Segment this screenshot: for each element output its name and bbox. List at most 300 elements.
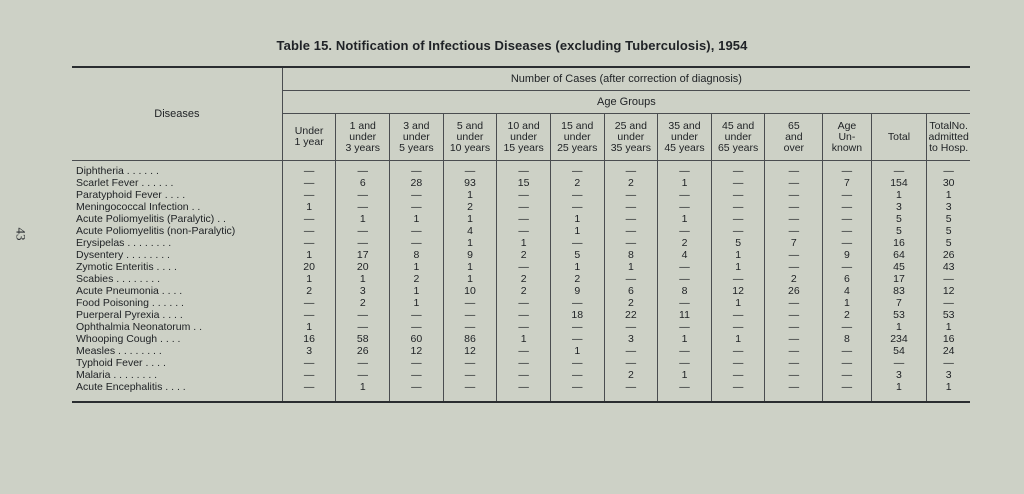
table-row xyxy=(72,213,970,225)
table-cell: — xyxy=(765,333,823,345)
table-cell: 1 xyxy=(550,213,604,225)
table-cell: 1 xyxy=(497,333,551,345)
table-cell: — xyxy=(871,165,927,177)
table-cell: — xyxy=(765,261,823,273)
disease-name: Whooping Cough . . . . xyxy=(72,333,282,345)
table-cell: — xyxy=(336,321,390,333)
column-header-line: 3 years xyxy=(345,141,380,154)
table-cell: — xyxy=(390,225,444,237)
table-cell: 2 xyxy=(658,237,712,249)
table-cell: 1 xyxy=(823,297,871,309)
table-cell: 3 xyxy=(282,345,336,357)
column-header-line: Age xyxy=(837,119,857,132)
column-header-line: Under xyxy=(294,125,324,137)
column-header-line: under xyxy=(671,130,698,143)
table-cell: 1 xyxy=(443,189,497,201)
disease-name: Diphtheria . . . . . . xyxy=(72,165,282,177)
column-header-line: 35 years xyxy=(610,141,651,154)
table-cell: 1 xyxy=(443,213,497,225)
table-cell: 1 xyxy=(711,297,765,309)
table-cell: 10 xyxy=(443,285,497,297)
table-cell: 1 xyxy=(550,225,604,237)
disease-name: Acute Pneumonia . . . . xyxy=(72,285,282,297)
table-row xyxy=(72,225,970,237)
table-row xyxy=(72,333,970,345)
table-cell: 1 xyxy=(871,321,927,333)
table-cell: 83 xyxy=(871,285,927,297)
table-cell: 154 xyxy=(871,177,927,189)
table-cell: 1 xyxy=(390,285,444,297)
table-row xyxy=(72,177,970,189)
table-cell: — xyxy=(711,345,765,357)
table-cell: 2 xyxy=(604,297,658,309)
table-cell: 5 xyxy=(945,213,952,225)
disease-name: Typhoid Fever . . . . xyxy=(72,357,282,369)
table-cell: — xyxy=(497,261,551,273)
table-cell: 30 xyxy=(942,177,955,189)
disease-name: Malaria . . . . . . . . xyxy=(72,369,282,381)
column-header xyxy=(282,114,336,161)
column-header-line: known xyxy=(831,141,863,154)
column-header xyxy=(711,114,765,161)
table-cell: — xyxy=(282,225,336,237)
table-cell: 3 xyxy=(871,369,927,381)
column-header xyxy=(336,114,390,161)
table-cell: — xyxy=(711,165,765,177)
disease-name: Puerperal Pyrexia . . . . xyxy=(72,309,282,321)
table-row xyxy=(72,369,970,381)
table-cell: — xyxy=(443,381,497,393)
table-cell: — xyxy=(443,165,497,177)
disease-name: Dysentery . . . . . . . . xyxy=(72,249,282,261)
table-cell: 26 xyxy=(336,345,390,357)
table-cell: — xyxy=(823,321,871,333)
table-cell: 28 xyxy=(390,177,444,189)
table-cell: 6 xyxy=(336,177,390,189)
table-cell: 1 xyxy=(711,261,765,273)
table-cell: 16 xyxy=(282,333,336,345)
column-header-line: admitted xyxy=(928,130,969,143)
table-cell: — xyxy=(765,213,823,225)
table-cell: — xyxy=(336,357,390,369)
table-row xyxy=(72,249,970,261)
table-cell: 8 xyxy=(390,249,444,261)
table-cell: — xyxy=(765,345,823,357)
table-cell: — xyxy=(390,321,444,333)
column-header-line: under xyxy=(510,130,538,143)
table-cell: 4 xyxy=(443,225,497,237)
table-cell: 12 xyxy=(711,285,765,297)
table-cell: 1 xyxy=(550,345,604,357)
table-cell: — xyxy=(282,357,336,369)
table-cell: 1 xyxy=(945,321,952,333)
table-cell: 1 xyxy=(711,249,765,261)
infectious-diseases-table xyxy=(72,66,970,403)
table-cell: 3 xyxy=(336,285,390,297)
table-cell: — xyxy=(604,213,658,225)
table-row xyxy=(72,357,970,369)
table-cell: 2 xyxy=(443,201,497,213)
table-cell: 8 xyxy=(823,333,871,345)
table-cell: — xyxy=(390,357,444,369)
column-header-line: 65 years xyxy=(717,141,759,154)
column-header-line: 35 and xyxy=(668,119,701,132)
table-cell: — xyxy=(823,261,871,273)
table-cell: — xyxy=(282,165,336,177)
table-cell: 1 xyxy=(443,273,497,285)
table-cell: — xyxy=(336,201,390,213)
table-cell: 5 xyxy=(945,237,952,249)
age-groups-header: Age Groups xyxy=(282,91,970,114)
table-cell: — xyxy=(823,237,871,249)
table-cell: 1 xyxy=(336,213,390,225)
column-header-line: 25 years xyxy=(557,141,598,154)
table-cell: — xyxy=(282,369,336,381)
table-cell: — xyxy=(711,201,765,213)
table-cell: 1 xyxy=(871,189,927,201)
table-cell: — xyxy=(497,357,551,369)
table-cell: — xyxy=(943,273,954,285)
table-cell: — xyxy=(658,165,712,177)
table-row xyxy=(72,297,970,309)
table-row xyxy=(72,261,970,273)
table-cell: 1 xyxy=(658,213,712,225)
table-cell: — xyxy=(711,177,765,189)
table-cell: 12 xyxy=(942,285,955,297)
table-cell: — xyxy=(823,357,871,369)
table-cell: 2 xyxy=(823,309,871,321)
table-cell: — xyxy=(823,225,871,237)
table-cell: — xyxy=(658,345,712,357)
table-cell: 64 xyxy=(871,249,927,261)
disease-name: Scabies . . . . . . . . xyxy=(72,273,282,285)
table-cell: — xyxy=(711,369,765,381)
table-cell: — xyxy=(282,297,336,309)
table-cell: — xyxy=(765,369,823,381)
column-header-line: 45 and xyxy=(722,119,755,132)
table-cell: 54 xyxy=(871,345,927,357)
table-cell: — xyxy=(336,225,390,237)
table-cell: — xyxy=(658,261,712,273)
column-header xyxy=(550,114,604,161)
table-cell: — xyxy=(497,345,551,357)
table-cell: — xyxy=(550,357,604,369)
table-cell: 2 xyxy=(497,249,551,261)
table-cell: 3 xyxy=(604,333,658,345)
table-cell: 1 xyxy=(658,369,712,381)
column-header-line: 15 and xyxy=(561,119,594,132)
column-header xyxy=(765,114,823,161)
column-header-line: 45 years xyxy=(664,141,705,154)
table-cell: 26 xyxy=(942,249,955,261)
table-cell: — xyxy=(604,189,658,201)
column-header-line: under xyxy=(563,130,591,143)
table-cell: — xyxy=(658,189,712,201)
table-cell: — xyxy=(943,165,954,177)
table-row xyxy=(72,381,970,393)
table-cell: 1 xyxy=(871,381,927,393)
column-header xyxy=(497,114,551,161)
table-cell: 9 xyxy=(823,249,871,261)
column-header-line: 10 years xyxy=(449,141,491,154)
table-row xyxy=(72,285,970,297)
table-cell: 22 xyxy=(604,309,658,321)
table-cell: — xyxy=(443,369,497,381)
table-cell: 5 xyxy=(871,225,927,237)
table-cell: 86 xyxy=(443,333,497,345)
disease-name: Scarlet Fever . . . . . . xyxy=(72,177,282,189)
table-cell: 1 xyxy=(282,273,336,285)
table-cell: 2 xyxy=(765,273,823,285)
table-cell: — xyxy=(336,309,390,321)
table-cell: — xyxy=(604,381,658,393)
table-row xyxy=(72,165,970,177)
table-cell: — xyxy=(336,189,390,201)
table-cell: 2 xyxy=(550,273,604,285)
table-cell: — xyxy=(658,225,712,237)
table-cell: — xyxy=(823,201,871,213)
table-cell: — xyxy=(604,321,658,333)
table-cell: — xyxy=(550,189,604,201)
column-header-line: under xyxy=(617,130,645,143)
table-cell: — xyxy=(711,273,765,285)
table-cell: — xyxy=(711,309,765,321)
table-cell: 1 xyxy=(711,333,765,345)
table-cell: 234 xyxy=(871,333,927,345)
table-cell: 2 xyxy=(336,297,390,309)
table-cell: — xyxy=(823,213,871,225)
table-cell: 3 xyxy=(945,201,952,213)
table-cell: 1 xyxy=(390,213,444,225)
table-cell: 93 xyxy=(443,177,497,189)
table-cell: — xyxy=(711,321,765,333)
table-cell: — xyxy=(390,201,444,213)
table-cell: 17 xyxy=(871,273,927,285)
table-cell: — xyxy=(497,189,551,201)
table-cell: — xyxy=(711,225,765,237)
table-cell: 3 xyxy=(945,369,952,381)
table-cell: 2 xyxy=(550,177,604,189)
table-cell: 1 xyxy=(282,249,336,261)
table-cell: — xyxy=(550,165,604,177)
table-cell: 4 xyxy=(658,249,712,261)
table-cell: — xyxy=(497,321,551,333)
table-cell: 17 xyxy=(336,249,390,261)
column-header-line: 10 and xyxy=(507,119,540,132)
column-header xyxy=(871,114,927,161)
table-cell: — xyxy=(765,177,823,189)
table-cell: 5 xyxy=(711,237,765,249)
table-cell: 1 xyxy=(658,177,712,189)
table-cell: — xyxy=(390,381,444,393)
column-header-line: 5 and xyxy=(456,119,484,132)
table-cell: — xyxy=(497,201,551,213)
table-cell: 53 xyxy=(871,309,927,321)
column-header-line: 1 and xyxy=(349,119,376,132)
table-cell: — xyxy=(658,321,712,333)
table-cell: — xyxy=(765,189,823,201)
table-cell: — xyxy=(765,249,823,261)
table-cell: 9 xyxy=(443,249,497,261)
disease-name: Acute Poliomyelitis (Paralytic) . . xyxy=(72,213,282,225)
table-cell: — xyxy=(550,201,604,213)
table-cell: 5 xyxy=(550,249,604,261)
table-cell: — xyxy=(823,189,871,201)
table-row xyxy=(72,309,970,321)
column-header xyxy=(390,114,444,161)
column-header-line: TotalNo. xyxy=(929,119,968,132)
table-cell: 2 xyxy=(497,285,551,297)
table-cell: 4 xyxy=(823,285,871,297)
table-cell: — xyxy=(604,273,658,285)
table-cell: 18 xyxy=(550,309,604,321)
column-header-line: over xyxy=(783,141,805,154)
table-cell: 16 xyxy=(942,333,955,345)
table-cell: — xyxy=(658,357,712,369)
table-cell: — xyxy=(282,237,336,249)
table-cell: — xyxy=(550,297,604,309)
disease-name: Paratyphoid Fever . . . . xyxy=(72,189,282,201)
table-row xyxy=(72,201,970,213)
table-cell: — xyxy=(943,297,954,309)
table-cell: 1 xyxy=(550,261,604,273)
table-cell: 8 xyxy=(604,249,658,261)
table-cell: 1 xyxy=(282,201,336,213)
table-cell: 2 xyxy=(390,273,444,285)
table-cell: 1 xyxy=(497,237,551,249)
disease-name: Zymotic Enteritis . . . . xyxy=(72,261,282,273)
table-cell: 1 xyxy=(658,333,712,345)
table-cell: — xyxy=(336,165,390,177)
table-cell: — xyxy=(765,165,823,177)
table-cell: — xyxy=(765,357,823,369)
column-header-line: Total xyxy=(887,130,911,143)
table-cell: 2 xyxy=(497,273,551,285)
table-cell: 1 xyxy=(604,261,658,273)
table-cell: — xyxy=(497,213,551,225)
column-header-line: and xyxy=(785,130,803,143)
table-cell: 6 xyxy=(604,285,658,297)
table-cell: — xyxy=(658,201,712,213)
table-cell: — xyxy=(497,165,551,177)
table-cell: 20 xyxy=(282,261,336,273)
table-cell: — xyxy=(550,381,604,393)
column-header-line: Un- xyxy=(838,130,856,143)
table-cell: — xyxy=(765,321,823,333)
disease-name: Acute Poliomyelitis (non-Paralytic) xyxy=(72,225,282,237)
disease-name: Ophthalmia Neonatorum . . xyxy=(72,321,282,333)
table-title: Table 15. Notification of Infectious Diseases (excluding Tuberculosis), 1954 xyxy=(276,38,748,53)
table-cell: — xyxy=(282,381,336,393)
table-cell: — xyxy=(497,381,551,393)
column-header-line: under xyxy=(349,130,377,143)
disease-name: Food Poisoning . . . . . . xyxy=(72,297,282,309)
table-cell: 2 xyxy=(604,177,658,189)
table-cell: — xyxy=(497,297,551,309)
column-header-line: 1 year xyxy=(294,136,324,148)
table-cell: — xyxy=(604,201,658,213)
table-cell: 6 xyxy=(823,273,871,285)
table-cell: — xyxy=(390,189,444,201)
table-cell: 7 xyxy=(871,297,927,309)
column-header-line: 25 and xyxy=(614,119,647,132)
table-cell: — xyxy=(658,381,712,393)
table-row xyxy=(72,321,970,333)
number-of-cases-header: Number of Cases (after correction of diagnosis) xyxy=(282,68,970,91)
table-cell: 12 xyxy=(390,345,444,357)
table-cell: — xyxy=(711,189,765,201)
disease-name: Erysipelas . . . . . . . . xyxy=(72,237,282,249)
disease-name: Meningococcal Infection . . xyxy=(72,201,282,213)
table-cell: 12 xyxy=(443,345,497,357)
table-cell: 20 xyxy=(336,261,390,273)
table-row xyxy=(72,189,970,201)
table-cell: — xyxy=(823,345,871,357)
table-cell: 8 xyxy=(658,285,712,297)
table-cell: — xyxy=(604,237,658,249)
column-header xyxy=(443,114,497,161)
table-row xyxy=(72,345,970,357)
table-cell: 15 xyxy=(497,177,551,189)
table-row xyxy=(72,237,970,249)
column-header-line: 65 xyxy=(787,119,800,132)
table-cell: — xyxy=(497,225,551,237)
table-cell: 1 xyxy=(945,189,952,201)
table-cell: — xyxy=(443,357,497,369)
table-cell: 16 xyxy=(871,237,927,249)
table-cell: — xyxy=(550,333,604,345)
table-cell: — xyxy=(497,369,551,381)
table-cell: 1 xyxy=(443,261,497,273)
table-cell: 11 xyxy=(658,309,712,321)
table-cell: — xyxy=(443,309,497,321)
table-cell: — xyxy=(282,309,336,321)
table-cell: 3 xyxy=(871,201,927,213)
table-cell: 1 xyxy=(390,297,444,309)
column-header-line: under xyxy=(724,130,752,143)
diseases-header: Diseases xyxy=(72,68,282,161)
disease-name: Acute Encephalitis . . . . xyxy=(72,381,282,393)
column-header-line: 3 and xyxy=(403,119,430,132)
table-cell: 1 xyxy=(336,381,390,393)
column-header-line: to Hosp. xyxy=(929,141,969,154)
table-cell: — xyxy=(765,201,823,213)
table-cell: — xyxy=(443,297,497,309)
spacer-row xyxy=(72,393,970,402)
table-cell: — xyxy=(282,213,336,225)
disease-name: Measles . . . . . . . . xyxy=(72,345,282,357)
column-header-line: 15 years xyxy=(503,141,544,154)
table-cell: — xyxy=(497,309,551,321)
table-row xyxy=(72,273,970,285)
table-cell: 58 xyxy=(336,333,390,345)
table-cell: — xyxy=(711,213,765,225)
table-cell: — xyxy=(390,237,444,249)
column-header-line: 5 years xyxy=(399,141,434,154)
table-cell: 1 xyxy=(282,321,336,333)
table-cell: — xyxy=(765,381,823,393)
table-cell: — xyxy=(765,225,823,237)
table-cell: — xyxy=(943,357,954,369)
table-cell: 53 xyxy=(942,309,955,321)
table-cell: 1 xyxy=(336,273,390,285)
column-header-line: under xyxy=(402,130,430,143)
table-cell: 5 xyxy=(945,225,952,237)
table-cell: — xyxy=(604,225,658,237)
column-header-line: under xyxy=(456,130,484,143)
column-header xyxy=(823,114,871,161)
table-cell: — xyxy=(282,189,336,201)
